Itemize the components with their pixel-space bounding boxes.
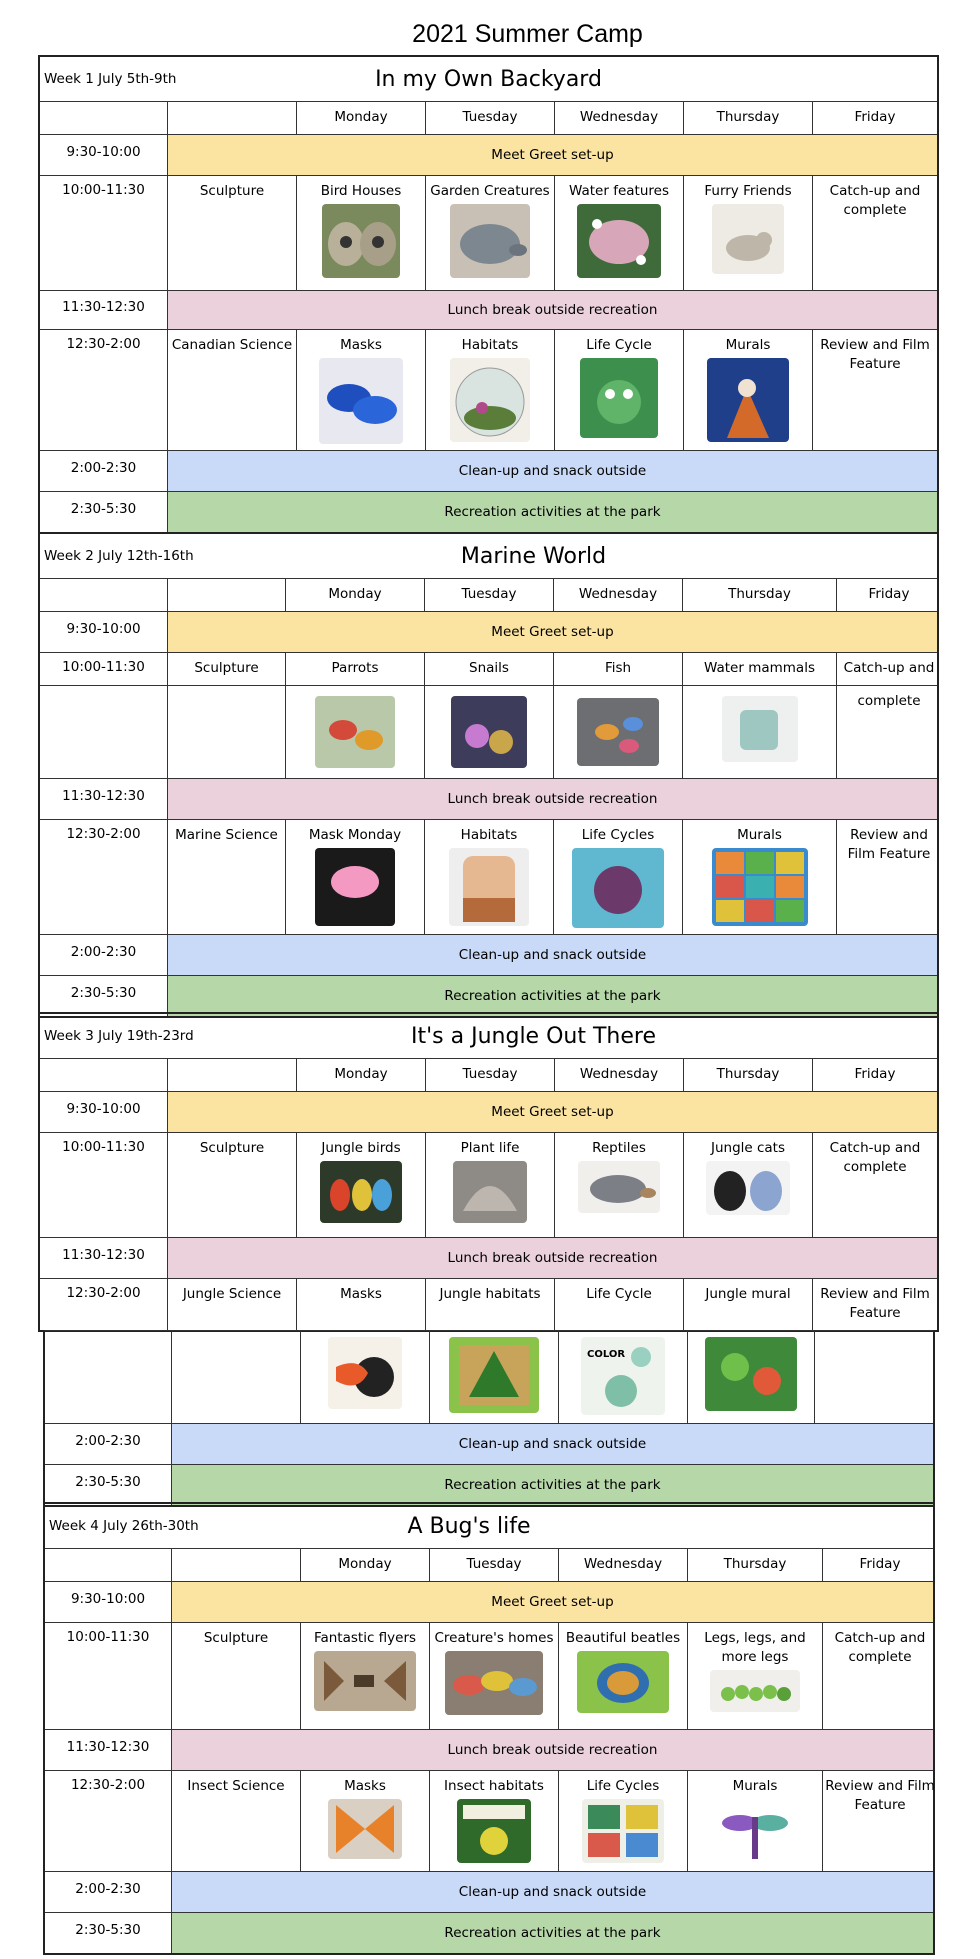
lunch-row — [45, 1730, 933, 1771]
day-header-row — [40, 102, 937, 135]
flamingo-mask-photo — [315, 848, 395, 926]
day-wednesday: Wednesday — [559, 1549, 688, 1581]
cleanup-band: Clean-up and snack outside — [172, 1872, 933, 1912]
masks-photo — [319, 358, 403, 444]
activity-label: Life Cycle — [586, 337, 652, 353]
cleanup-band: Clean-up and snack outside — [168, 935, 937, 975]
activity-cell: Review and Film Feature — [820, 337, 930, 372]
activity-label: Murals — [737, 827, 782, 843]
day-thursday: Thursday — [683, 579, 837, 611]
jungle-habitat-photo — [449, 1337, 539, 1413]
recreation-band: Recreation activities at the park — [172, 1465, 933, 1505]
day-wednesday: Wednesday — [555, 102, 684, 134]
time-slot: 11:30-12:30 — [45, 1730, 172, 1770]
activity-cell — [684, 176, 813, 290]
time-slot: 2:30-5:30 — [45, 1465, 172, 1505]
fantastic-flyers-photo — [314, 1651, 416, 1711]
time-slot: 2:30-5:30 — [40, 976, 168, 1016]
activity-cell — [559, 1771, 688, 1871]
day-friday: Friday — [854, 109, 896, 125]
activity-cell: Canadian Science — [168, 330, 297, 450]
recreation-band: Recreation activities at the park — [168, 492, 937, 532]
creatures-homes-photo — [445, 1651, 543, 1715]
week-theme: It's a Jungle Out There — [411, 1023, 656, 1049]
fish-murals-photo — [712, 848, 808, 926]
activity-label: Habitats — [461, 337, 519, 353]
activity-label: Mask Monday — [308, 827, 402, 843]
activity-cell-cont: complete — [857, 693, 921, 709]
activity-cell: Water mammals — [683, 653, 837, 685]
lunch-row — [40, 779, 937, 820]
activity-label: Habitats — [460, 827, 518, 843]
activity-cell: Jungle habitats — [426, 1279, 555, 1330]
afternoon-row — [40, 820, 937, 935]
svg-text:COLOR: COLOR — [587, 1349, 626, 1360]
time-slot: 10:00-11:30 — [40, 653, 168, 685]
activity-cell: Catch-up and complete — [829, 1140, 921, 1175]
activity-label: Plant life — [460, 1140, 520, 1156]
week-3-continued-table — [43, 1330, 935, 1507]
activity-label: Murals — [732, 1778, 778, 1794]
jungle-mural-photo — [705, 1337, 797, 1411]
activity-cell — [297, 176, 426, 290]
activity-cell: Life Cycle — [555, 1279, 684, 1330]
activity-cell: Fish — [554, 653, 683, 685]
week-theme: A Bug's life — [407, 1513, 531, 1539]
activity-cell — [555, 330, 684, 450]
fish-life-cycle-photo — [572, 848, 664, 928]
week-3-table — [38, 1012, 939, 1332]
beetle-photo — [577, 1651, 669, 1713]
activity-cell: Masks — [297, 1279, 426, 1330]
activity-cell — [301, 1771, 430, 1871]
time-slot: 12:30-2:00 — [40, 330, 168, 450]
deer-mural-photo — [707, 358, 789, 442]
activity-label: Murals — [725, 337, 771, 353]
activity-label: Masks — [340, 337, 382, 353]
time-slot: 11:30-12:30 — [40, 779, 168, 819]
life-cycle-coloring-photo — [581, 1337, 665, 1415]
activity-label: Fantastic flyers — [313, 1630, 417, 1646]
activity-cell — [301, 1623, 430, 1729]
water-feature-photo — [577, 204, 661, 278]
afternoon-row — [45, 1771, 933, 1872]
toucan-mask-photo — [328, 1337, 402, 1409]
butterfly-mask-photo — [328, 1799, 402, 1859]
whale-mug-photo — [722, 696, 798, 762]
time-slot: 2:00-2:30 — [40, 935, 168, 975]
butterfly-life-cycle-photo — [582, 1799, 664, 1863]
activity-cell — [426, 1133, 555, 1237]
day-thursday: Thursday — [684, 1059, 813, 1091]
week-theme: In my Own Backyard — [375, 66, 602, 92]
afternoon-row — [40, 1279, 937, 1332]
snails-photo — [451, 696, 527, 768]
day-monday: Monday — [297, 1059, 426, 1091]
activity-cell — [683, 820, 837, 934]
time-slot: 9:30-10:00 — [40, 135, 168, 175]
recreation-band: Recreation activities at the park — [168, 976, 937, 1016]
activity-label: Life Cycles — [581, 827, 655, 843]
lunch-band: Lunch break outside recreation — [172, 1730, 933, 1770]
activity-cell: Sculpture — [172, 1623, 301, 1729]
lunch-band: Lunch break outside recreation — [168, 1238, 937, 1278]
recreation-band: Recreation activities at the park — [172, 1913, 933, 1953]
insect-habitat-photo — [457, 1799, 531, 1863]
meet-row — [40, 1092, 937, 1133]
activity-cell — [297, 1133, 426, 1237]
activity-cell — [430, 1771, 559, 1871]
activity-cell — [684, 330, 813, 450]
cleanup-row — [40, 935, 937, 976]
cleanup-band: Clean-up and snack outside — [168, 451, 937, 491]
time-slot: 11:30-12:30 — [40, 291, 168, 329]
week-label: Week 1 July 5th-9th — [44, 71, 177, 87]
activity-cell — [684, 1133, 813, 1237]
lunch-band: Lunch break outside recreation — [168, 291, 937, 329]
afternoon-image-row — [45, 1331, 933, 1424]
meet-row — [40, 612, 937, 653]
cleanup-row — [45, 1872, 933, 1913]
rabbit-sculpture-photo — [712, 204, 784, 274]
jar-habitat-photo — [449, 848, 529, 926]
activity-cell: Catch-up and complete — [829, 183, 921, 218]
activity-image-cell — [301, 1331, 430, 1423]
day-header-row — [40, 1059, 937, 1092]
jungle-cats-photo — [706, 1161, 790, 1215]
dragonfly-mural-photo — [716, 1799, 794, 1863]
turtle-sculpture-photo — [450, 204, 530, 278]
day-header-row — [40, 579, 937, 612]
activity-label: Bird Houses — [320, 183, 402, 199]
activity-cell: Sculpture — [168, 653, 286, 685]
plant-life-photo — [453, 1161, 527, 1223]
meet-greet-band: Meet Greet set-up — [172, 1582, 933, 1622]
week-theme: Marine World — [460, 543, 607, 569]
activity-cell — [426, 330, 555, 450]
activity-label: Water features — [569, 183, 669, 199]
morning-row — [45, 1623, 933, 1730]
activity-label: Creature's homes — [434, 1630, 554, 1646]
day-tuesday: Tuesday — [426, 102, 555, 134]
recreation-row — [45, 1913, 933, 1955]
activity-cell: Snails — [425, 653, 554, 685]
day-tuesday: Tuesday — [430, 1549, 559, 1581]
terrarium-photo — [450, 358, 530, 442]
recreation-row — [45, 1465, 933, 1507]
activity-label: Insect habitats — [444, 1778, 544, 1794]
caterpillar-photo — [710, 1670, 800, 1712]
time-slot: 9:30-10:00 — [40, 612, 168, 652]
activity-image-cell — [430, 1331, 559, 1423]
recreation-row — [40, 492, 937, 534]
page-title: 2021 Summer Camp — [412, 20, 643, 48]
activity-cell: Review and Film Feature — [847, 827, 931, 862]
day-wednesday: Wednesday — [555, 1059, 684, 1091]
week-header — [40, 57, 937, 102]
cleanup-row — [45, 1424, 933, 1465]
activity-cell — [555, 1133, 684, 1237]
day-monday: Monday — [286, 579, 425, 611]
activity-cell — [554, 820, 683, 934]
jungle-birds-photo — [320, 1161, 402, 1223]
morning-row — [40, 653, 937, 686]
morning-image-row — [40, 686, 937, 779]
activity-cell — [559, 1623, 688, 1729]
activity-cell: Marine Science — [168, 820, 286, 934]
activity-label: Jungle cats — [710, 1140, 786, 1156]
week-header — [40, 534, 937, 579]
day-friday: Friday — [859, 1556, 901, 1572]
day-tuesday: Tuesday — [426, 1059, 555, 1091]
week-header — [45, 1504, 933, 1549]
time-slot: 11:30-12:30 — [40, 1238, 168, 1278]
turtle-reptile-photo — [578, 1161, 660, 1213]
time-slot: 9:30-10:00 — [45, 1582, 172, 1622]
activity-cell: Catch-up and — [843, 660, 935, 676]
activity-cell — [688, 1623, 823, 1729]
activity-label: Furry Friends — [704, 183, 792, 199]
time-slot: 12:30-2:00 — [40, 820, 168, 934]
activity-cell: Jungle Science — [168, 1279, 297, 1330]
activity-image-cell — [559, 1331, 688, 1423]
lunch-row — [40, 1238, 937, 1279]
activity-cell: Review and Film Feature — [825, 1778, 935, 1813]
meet-greet-band: Meet Greet set-up — [168, 1092, 937, 1132]
day-friday: Friday — [868, 586, 910, 602]
week-4-table — [43, 1502, 935, 1955]
activity-image-cell — [688, 1331, 815, 1423]
activity-label: Jungle birds — [321, 1140, 401, 1156]
activity-cell: Catch-up and complete — [834, 1630, 926, 1665]
cleanup-band: Clean-up and snack outside — [172, 1424, 933, 1464]
lunch-row — [40, 291, 937, 330]
time-slot: 2:00-2:30 — [45, 1872, 172, 1912]
day-monday: Monday — [297, 102, 426, 134]
activity-cell — [430, 1623, 559, 1729]
time-slot: 9:30-10:00 — [40, 1092, 168, 1132]
time-slot: 10:00-11:30 — [40, 176, 168, 290]
activity-label: Life Cycles — [586, 1778, 660, 1794]
activity-cell — [555, 176, 684, 290]
activity-image-cell — [683, 686, 837, 778]
time-slot: 2:00-2:30 — [40, 451, 168, 491]
activity-label: Legs, legs, and more legs — [704, 1630, 806, 1665]
lunch-band: Lunch break outside recreation — [168, 779, 937, 819]
day-friday: Friday — [854, 1066, 896, 1082]
week-header — [40, 1014, 937, 1059]
day-thursday: Thursday — [688, 1549, 823, 1581]
day-tuesday: Tuesday — [425, 579, 554, 611]
activity-cell: Review and Film Feature — [820, 1286, 930, 1321]
week-label: Week 4 July 26th-30th — [49, 1518, 199, 1534]
week-label: Week 2 July 12th-16th — [44, 548, 194, 564]
bird-houses-photo — [322, 204, 400, 278]
time-slot: 2:30-5:30 — [40, 492, 168, 532]
activity-cell — [426, 176, 555, 290]
morning-row — [40, 1133, 937, 1238]
activity-label: Garden Creatures — [430, 183, 550, 199]
time-slot: 10:00-11:30 — [40, 1133, 168, 1237]
activity-cell — [425, 820, 554, 934]
meet-row — [45, 1582, 933, 1623]
activity-cell: Sculpture — [168, 176, 297, 290]
time-slot: 12:30-2:00 — [40, 1279, 168, 1330]
meet-row — [40, 135, 937, 176]
week-1-table — [38, 55, 939, 534]
parrots-photo — [315, 696, 395, 768]
week-2-table — [38, 532, 939, 1018]
time-slot: 2:30-5:30 — [45, 1913, 172, 1953]
fish-photo — [577, 698, 659, 766]
activity-label: Masks — [344, 1778, 386, 1794]
time-slot: 12:30-2:00 — [45, 1771, 172, 1871]
afternoon-row — [40, 330, 937, 451]
activity-cell: Insect Science — [172, 1771, 301, 1871]
activity-cell — [286, 820, 425, 934]
day-monday: Monday — [301, 1549, 430, 1581]
day-header-row — [45, 1549, 933, 1582]
activity-cell — [688, 1771, 823, 1871]
day-thursday: Thursday — [684, 102, 813, 134]
activity-cell — [297, 330, 426, 450]
morning-row — [40, 176, 937, 291]
week-label: Week 3 July 19th-23rd — [44, 1028, 194, 1044]
meet-greet-band: Meet Greet set-up — [168, 612, 937, 652]
activity-cell: Sculpture — [168, 1133, 297, 1237]
frog-life-cycle-photo — [580, 358, 658, 438]
activity-label: Beautiful beatles — [565, 1630, 681, 1646]
activity-cell: Parrots — [286, 653, 425, 685]
time-slot: 10:00-11:30 — [45, 1623, 172, 1729]
activity-label: Reptiles — [592, 1140, 646, 1156]
meet-greet-band: Meet Greet set-up — [168, 135, 937, 175]
day-wednesday: Wednesday — [554, 579, 683, 611]
cleanup-row — [40, 451, 937, 492]
time-slot: 2:00-2:30 — [45, 1424, 172, 1464]
activity-image-cell — [554, 686, 683, 778]
activity-image-cell — [425, 686, 554, 778]
activity-cell: Jungle mural — [684, 1279, 813, 1330]
activity-image-cell — [286, 686, 425, 778]
